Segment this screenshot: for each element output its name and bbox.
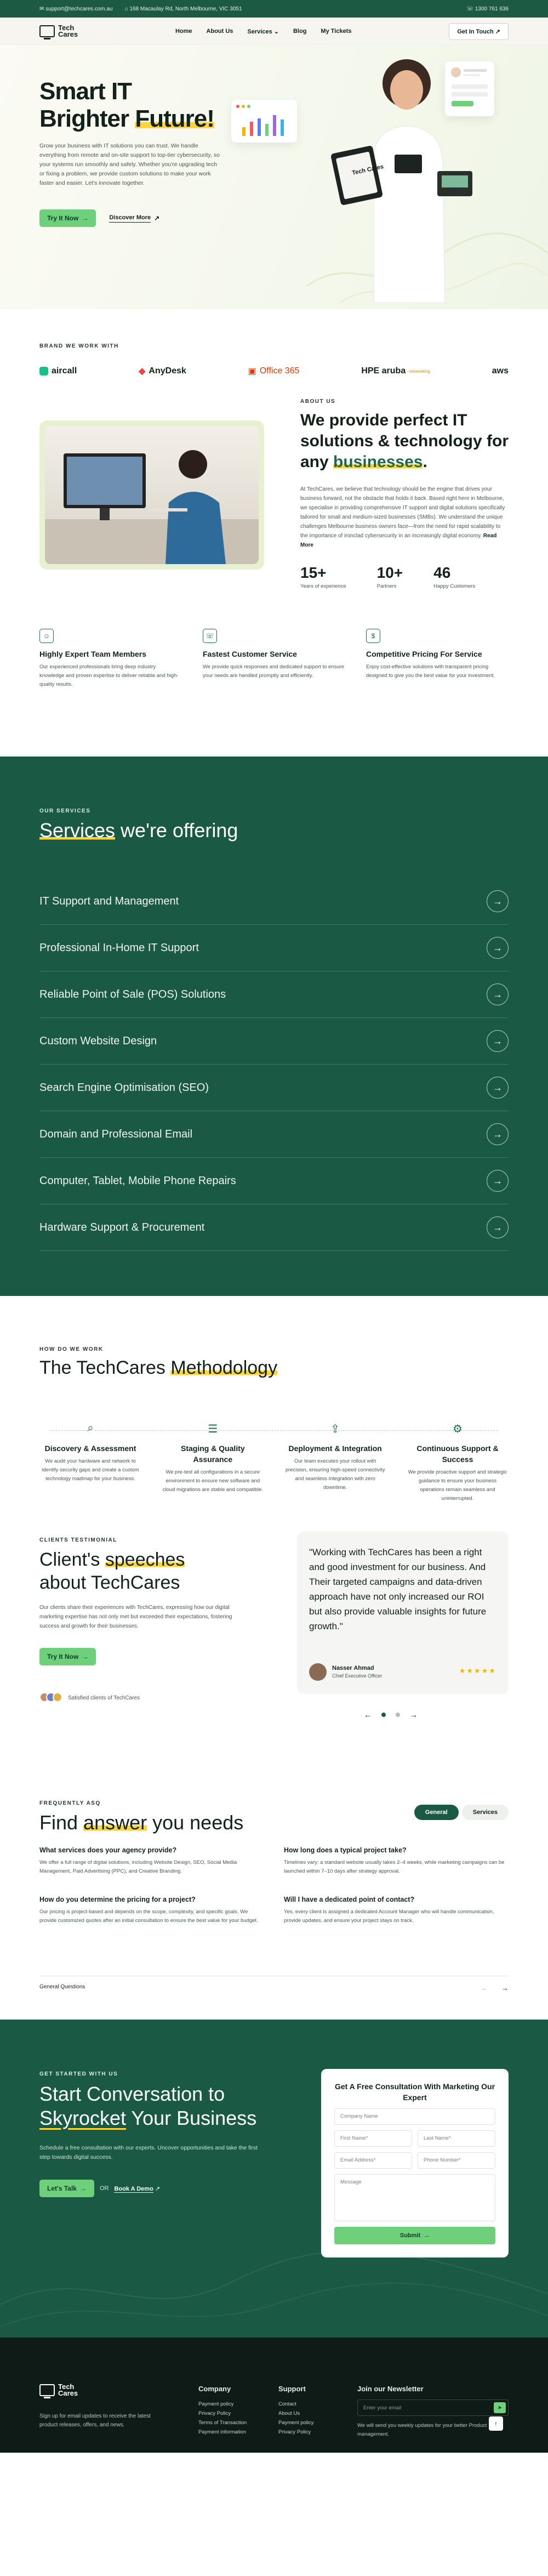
hero-title [39,78,214,133]
feature-pricing-text: Enjoy cost-effective solutions with transparent pricing designed to give you the best value for your investment. [366,664,495,679]
stat-partners-value: 10+ [376,564,403,581]
cta-section [0,2020,548,2338]
service-item-label: Search Engine Optimisation (SEO) [39,1081,209,1094]
footer-link[interactable]: About Us [278,2410,300,2416]
arrow-right-icon[interactable]: → [487,1030,509,1052]
footer-company-col [198,2385,247,2437]
book-demo-link[interactable] [114,2185,160,2192]
service-item-label: Hardware Support & Procurement [39,1221,205,1233]
method-title-highlight: Methodology [170,1357,278,1378]
step-discovery [39,1422,141,1503]
testimonial-section [39,1532,509,1800]
cta-title-a: Start Conversation to [39,2083,225,2105]
method-eyebrow: HOW DO WE WORK [39,1346,104,1352]
phone-field[interactable]: Phone Number* [418,2152,495,2169]
company-name-field[interactable]: Company Name [334,2108,495,2125]
service-item[interactable] [39,878,509,925]
satisfied-clients-text: Satisfied clients of TechCares [68,1695,140,1701]
arrow-icon: ↗ [495,28,500,35]
next-arrow-icon[interactable]: → [410,1710,418,1719]
or-text: OR [99,2185,109,2192]
try-now-label: Try It Now [47,214,79,222]
form-card-illustration [445,61,494,116]
service-item-label: Domain and Professional Email [39,1128,193,1140]
address-text: ⌂ 168 Macaulay Rd, North Melbourne, VIC 3051 [124,5,242,12]
email-field[interactable]: Email Address* [334,2152,412,2169]
nav-tickets[interactable]: My Tickets [321,27,352,35]
arrow-right-icon: → [424,2232,430,2239]
hero-title-line2: Brighter [39,105,135,132]
services-eyebrow: OUR SERVICES [39,808,91,814]
slider-dot-active[interactable] [381,1713,386,1717]
services-list [39,878,509,1251]
hero-title-highlight: Future! [135,105,214,132]
hero-text: Grow your business with IT solutions you can trust. We handle everything from remote and on-site support to top-tier cybersecurity, so your systems run smoothly and safely. Whether you're upgrading tech or fixing a problem, we provide custom solutions to make your work faster and easier. Let's innovate together. [39,143,220,186]
chevron-down-icon: ⌄ [273,28,279,35]
consultation-form [321,2069,509,2257]
lets-talk-button[interactable] [39,2180,94,2197]
arrow-right-icon[interactable]: → [487,983,509,1005]
faq-footer [39,1976,509,1992]
footer-support-col [278,2385,313,2437]
layers-icon: ☰ [208,1423,218,1435]
testimonial-card [297,1532,509,1694]
faq-eyebrow: FREQUENTLY ASQ [39,1800,101,1806]
about-text-body: At TechCares, we believe that technology should be the engine that drives your business forward, not the obstacle that holds it back. Based right here in Melbourne, we specialise in providing comprehensive IT support and digital solutions specifically tailored for small and medium-sized businesses (SMBs). We understand the unique challenges Melbourne business owners face—from the need for rapid scalability to the importance of ironclad cybersecurity in an increasingly digital economy. [300,486,505,539]
get-in-touch-label: Get In Touch [457,28,494,35]
method-title [39,1357,277,1379]
faq-item[interactable] [39,1896,264,1925]
services-title-highlight: Services [39,819,116,841]
feature-expert-text: Our experienced professionals bring deep industry knowledge and proven expertise to deliver reliable and high-quality results. [39,664,179,687]
avatar [53,1692,62,1702]
service-item-label: Computer, Tablet, Mobile Phone Repairs [39,1174,236,1187]
faq-title-b: you needs [147,1811,244,1834]
service-item[interactable] [39,1111,509,1158]
about-title-end: . [423,453,427,471]
team-icon: ☺ [39,629,54,643]
faq-answer: Our pricing is project-based and depends on the scope, complexity, and specific goals. We provide customized quotes after an initial consultation to ensure the best value for your budget. [39,1909,258,1924]
service-item-label: Professional In-Home IT Support [39,941,199,954]
stat-customers-label: Happy Customers [433,583,476,589]
methodology-section [39,1296,509,1532]
about-title [300,410,509,473]
feature-service-title: Fastest Customer Service [203,650,297,658]
scroll-to-top-icon[interactable]: ↑ [489,2416,503,2431]
avatar [309,1663,327,1681]
method-title-a: The TechCares [39,1357,171,1378]
testimonial-title-b: about TechCares [39,1572,180,1593]
footer-link[interactable]: Terms of Transaction [198,2420,247,2426]
get-in-touch-button[interactable] [449,23,509,40]
logo-line1: Tech [58,24,75,32]
step-support [407,1422,509,1503]
hero-section [0,45,548,309]
slider-dot[interactable] [396,1713,400,1717]
anydesk-text: AnyDesk [149,366,186,376]
try-now-label: Try It Now [47,1653,79,1661]
chart-card-illustration [231,100,297,143]
nav-blog[interactable]: Blog [293,27,307,35]
step-text: We audit your hardware and network to identify security gaps and create a custom technology roadmap for your business. [42,1458,139,1482]
service-item-label: IT Support and Management [39,895,179,907]
step-title: Discovery & Assessment [44,1444,136,1453]
footer-link[interactable]: Privacy Policy [198,2410,231,2416]
cta-eyebrow: GET STARTED WITH US [39,2071,118,2077]
faq-question: What services does your agency provide? [39,1846,177,1854]
read-more-link[interactable]: Read More [300,533,497,548]
faq-title-highlight: answer [83,1811,147,1834]
testimonial-title-a: Client's [39,1549,105,1570]
logo-line1: Tech [58,2382,75,2391]
author-name: Nasser Ahmad [332,1665,374,1671]
service-item-label: Custom Website Design [39,1034,157,1047]
features-section [39,629,509,757]
tab-services[interactable]: Services [462,1805,509,1820]
stat-customers-value: 46 [433,564,451,581]
logo-line2: Cares [58,2389,78,2397]
faq-title [39,1811,243,1834]
newsletter-placeholder: Enter your email [363,2405,402,2411]
price-tag-icon: $ [366,629,380,643]
message-field[interactable]: Message [334,2174,495,2221]
feature-expert [39,629,182,689]
service-item-label: Reliable Point of Sale (POS) Solutions [39,988,226,1000]
faq-category-label: General Questions [39,1984,85,1990]
aircall-logo [39,366,77,376]
email-link[interactable]: ✉ support@techcares.com.au [39,5,113,12]
next-arrow-icon[interactable]: → [501,1984,509,1992]
testimonial-slider-controls [364,1710,418,1719]
faq-question: How long does a typical project take? [284,1846,407,1854]
cta-title-b: Your Business [126,2107,257,2129]
arrow-right-icon: → [82,1653,89,1661]
rocket-icon: ⇪ [330,1423,340,1435]
footer-description: Sign up for email updates to receive the latest product releases, offers, and news. [39,2413,151,2428]
lets-talk-label: Let's Talk [47,2185,77,2192]
feature-service-text: We provide quick responses and dedicated support to ensure your needs are handled promptly and efficiently. [203,664,345,679]
hpe-aruba-logo [361,366,430,376]
testimonial-description: Our clients share their experiences with TechCares, expressing how our digital marketing expertise has not only met but exceeded their expectations, fostering success and growth for their businesses. [39,1605,232,1629]
cta-text: Schedule a free consultation with our experts. Uncover opportunities and take the first step towards digital success. [39,2145,258,2160]
first-name-field[interactable]: First Name* [334,2130,412,2147]
step-staging [162,1422,264,1503]
testimonial-author [309,1663,382,1681]
search-icon: ⌕ [87,1422,94,1434]
prev-arrow-icon[interactable]: ← [481,1984,488,1992]
office-icon: ▣ [248,367,256,376]
service-item[interactable] [39,925,509,971]
stat-years-value: 15+ [300,564,327,581]
faq-section [39,1800,509,2020]
stat-partners [377,564,403,589]
tab-general[interactable]: General [414,1805,459,1820]
try-now-button[interactable] [39,1648,96,1665]
service-item[interactable] [39,1018,509,1065]
footer-col-title: Company [198,2385,231,2393]
feature-service [203,629,345,680]
monitor-icon [39,2384,55,2396]
feature-expert-title: Highly Expert Team Members [39,650,147,658]
discover-more-button[interactable] [109,214,159,223]
faq-item[interactable] [284,1896,509,1925]
testimonial-title [39,1548,248,1594]
about-image [39,420,264,570]
address-value: 168 Macaulay Rd, North Melbourne, VIC 3051 [129,5,242,12]
author-role: Chief Executive Officer [332,1673,383,1679]
faq-answer: Yes, every client is assigned a dedicated Account Manager who will handle communication, provide updates, and ensure your project stays on track. [284,1909,494,1924]
footer-col-title: Support [278,2385,306,2393]
step-text: We provide proactive support and strategic guidance to ensure your business operations remain seamless and uninterrupted. [408,1469,507,1502]
arrow-up-right-icon: ↗ [154,214,160,222]
brands-eyebrow: BRAND WE WORK WITH [39,343,119,349]
arrow-right-icon[interactable]: → [487,1170,509,1192]
nav-home[interactable]: Home [175,27,192,35]
about-eyebrow: ABOUT US [300,399,336,405]
monitor-icon [39,25,55,37]
hero-title-line1: Smart IT [39,78,132,105]
about-section [39,399,509,629]
last-name-field[interactable]: Last Name* [418,2130,495,2147]
hpe-aruba-subtext: networking [409,368,430,374]
stat-years-label: Years of experience [300,583,346,589]
faq-title-a: Find [39,1811,84,1834]
service-item[interactable] [39,1065,509,1111]
arrow-right-icon[interactable]: → [487,890,509,912]
send-icon[interactable]: ➤ [494,2402,506,2413]
about-text [300,485,509,550]
faq-item[interactable] [284,1846,509,1876]
faq-question: Will I have a dedicated point of contact? [284,1896,415,1903]
footer-logo[interactable] [39,2384,78,2397]
faq-item[interactable] [39,1846,264,1876]
step-title: Continuous Support & Success [416,1444,499,1464]
faq-answer: We offer a full range of digital solutions, including Website Design, SEO, Social Media Management, Paid Advertising (PPC), and Creative Branding. [39,1860,237,1874]
step-title: Staging & Quality Assurance [180,1444,245,1464]
service-item[interactable] [39,1204,509,1251]
aws-text: aws [492,366,509,376]
arrow-right-icon[interactable]: → [487,1216,509,1238]
step-title: Deployment & Integration [288,1444,382,1453]
arrow-right-icon: → [82,214,89,222]
anydesk-icon: ◆ [139,367,146,376]
about-title-a: We provide perfect IT solutions & technology for any [300,411,509,471]
discover-more-label: Discover More [109,214,151,223]
cta-title [39,2082,256,2130]
arrow-right-icon[interactable]: → [487,937,509,959]
step-text: Our team executes your rollout with precision, ensuring high-speed connectivity and seamless integration with zero downtime. [285,1458,385,1491]
hpe-aruba-text: HPE aruba [361,366,406,376]
feature-pricing [366,629,509,680]
stat-years [300,564,346,589]
arrow-right-icon[interactable]: → [487,1077,509,1099]
stat-partners-label: Partners [376,583,397,589]
office365-logo [248,366,300,377]
service-item[interactable] [39,971,509,1018]
tablet-logo-text: Tech Cares [351,163,385,177]
nav-services[interactable] [247,28,279,35]
testimonial-quote: "Working with TechCares has been a right and good investment for our business. And Their targeted campaigns and data-driven approach have not only increased our ROI but also provide valuable insights for future growth." [309,1547,487,1631]
service-item[interactable] [39,1158,509,1204]
newsletter-text: We will send you weekly updates for your better Product management. [357,2423,487,2437]
site-header [0,18,548,45]
arrow-right-icon: → [79,2185,87,2192]
logo[interactable] [39,25,78,38]
submit-button[interactable] [334,2227,495,2244]
site-footer [0,2338,548,2453]
aws-logo [492,366,509,376]
testimonial-title-highlight: speeches [105,1549,185,1570]
footer-link[interactable]: Payment policy [278,2420,314,2426]
office365-text: Office 365 [259,366,300,376]
arrow-right-icon[interactable]: → [487,1123,509,1145]
brands-section [0,309,548,399]
gear-icon: ⚙ [453,1423,463,1435]
office-photo-illustration [45,426,259,564]
services-title [39,819,238,842]
try-now-button[interactable] [39,209,96,227]
nav-about[interactable]: About Us [206,27,233,35]
newsletter [357,2385,509,2439]
form-title: Get A Free Consultation With Marketing Our Expert [334,2082,495,2102]
logo-line2: Cares [58,30,78,38]
step-deployment [284,1422,386,1503]
step-text: We pre-test all configurations in a secure environment to ensure new software and cloud migrations are stable and compatible. [162,1469,263,1493]
footer-link[interactable]: Privacy Policy [278,2429,311,2435]
faq-tabs [414,1805,509,1820]
client-avatars [39,1692,140,1704]
footer-link[interactable]: Contact [278,2401,296,2407]
testimonial-eyebrow: CLIENTS TESTIMONIAL [39,1537,117,1543]
phone-value: 1300 761 636 [475,5,509,12]
cta-title-highlight: Skyrocket [39,2107,127,2129]
services-title-rest: we're offering [115,819,238,841]
aircall-icon [39,367,48,376]
footer-link[interactable]: Payment policy [198,2401,234,2407]
book-demo-label: Book A Demo [114,2185,153,2192]
email-text: support@techcares.com.au [45,5,113,12]
faq-answer: Timelines vary: a standard website usually takes 2–4 weeks, while marketing campaigns can be launched within 7–10 days after strategy approval. [284,1860,505,1874]
support-agent-icon: ☏ [203,629,217,643]
anydesk-logo [139,366,186,377]
main-nav [175,28,352,35]
arrow-up-right-icon: ↗ [155,2185,161,2192]
prev-arrow-icon[interactable]: ← [364,1710,372,1719]
footer-link[interactable]: Payment information [198,2429,247,2435]
about-title-highlight: businesses [333,453,423,471]
nav-services-label: Services [247,28,272,35]
stat-customers [433,564,475,589]
feature-pricing-title: Competitive Pricing For Service [366,650,482,658]
services-section [0,757,548,1296]
submit-label: Submit [399,2232,421,2239]
newsletter-email-input[interactable] [357,2399,509,2416]
star-rating: ★★★★★ [459,1667,496,1675]
aircall-text: aircall [52,366,77,376]
newsletter-title: Join our Newsletter [357,2385,424,2393]
faq-question: How do you determine the pricing for a project? [39,1896,196,1903]
top-bar [0,0,548,18]
phone-link[interactable]: ☏ 1300 761 636 [466,5,509,12]
